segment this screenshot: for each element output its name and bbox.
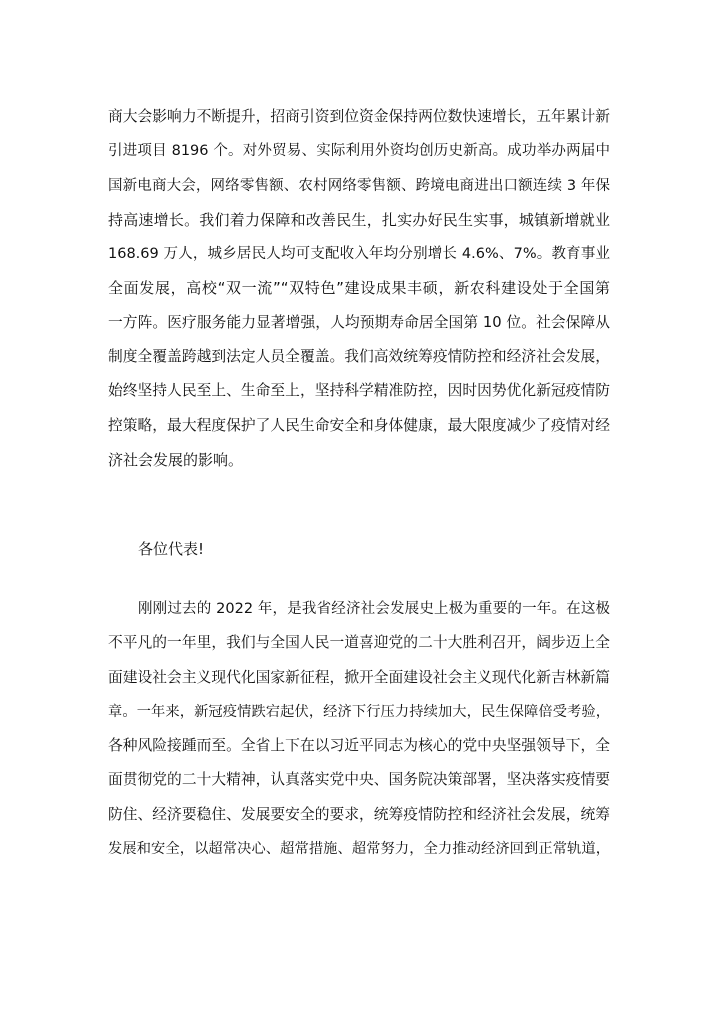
text-line: 不平凡的一年里，我们与全国人民一道喜迎党的二十大胜利召开，阔步迈上全 — [108, 634, 610, 652]
text-line: 防住、经济要稳住、发展要安全的要求，统筹疫情防控和经济社会发展，统筹 — [108, 805, 610, 823]
paragraph-year-2022 — [108, 592, 610, 866]
text-line: 全面发展，高校“双一流”“双特色”建设成果丰硕，新农科建设处于全国第 — [108, 279, 610, 298]
text-line: 商大会影响力不断提升，招商引资到位资金保持两位数快速增长，五年累计新 — [108, 108, 610, 125]
text-line: 面建设社会主义现代化国家新征程，掀开全面建设社会主义现代化新吉林新篇 — [108, 668, 610, 686]
text-line: 持高速增长。我们着力保障和改善民生，扎实办好民生实事，城镇新增就业 — [108, 210, 610, 229]
text-line: 168.69 万人，城乡居民人均可支配收入年均分别增长 4.6%、7%。教育事业 — [108, 246, 610, 263]
paragraph-salutation — [108, 532, 610, 566]
text-line: 国新电商大会，网络零售额、农村网络零售额、跨境电商进出口额连续 3 年保 — [108, 177, 610, 194]
text-line: 制度全覆盖跨越到法定人员全覆盖。我们高效统筹疫情防控和经济社会发展， — [108, 348, 610, 366]
text-line: 各种风险接踵而至。全省上下在以习近平同志为核心的党中央坚强领导下，全 — [108, 737, 610, 755]
text-line: 始终坚持人民至上、生命至上，坚持科学精准防控，因时因势优化新冠疫情防 — [108, 382, 610, 400]
text-line: 一方阵。医疗服务能力显著增强，人均预期寿命居全国第 10 位。社会保障从 — [108, 313, 610, 331]
text-line: 济社会发展的影响。 — [108, 450, 244, 469]
salutation-line: 各位代表! — [138, 540, 205, 558]
paragraph-continuation — [108, 100, 610, 477]
text-line: 面贯彻党的二十大精神，认真落实党中央、国务院决策部署，坚决落实疫情要 — [108, 771, 610, 789]
text-line: 刚刚过去的 2022 年，是我省经济社会发展史上极为重要的一年。在这极 — [138, 601, 610, 617]
text-line: 发展和安全，以超常决心、超常措施、超常努力，全力推动经济回到正常轨道， — [108, 841, 610, 858]
text-line: 章。一年来，新冠疫情跌宕起伏，经济下行压力持续加大，民生保障倍受考验， — [108, 703, 610, 720]
text-line: 控策略，最大程度保护了人民生命安全和身体健康，最大限度减少了疫情对经 — [108, 416, 610, 434]
text-line: 引进项目 8196 个。对外贸易、实际利用外资均创历史新高。成功举办两届中 — [108, 143, 610, 160]
